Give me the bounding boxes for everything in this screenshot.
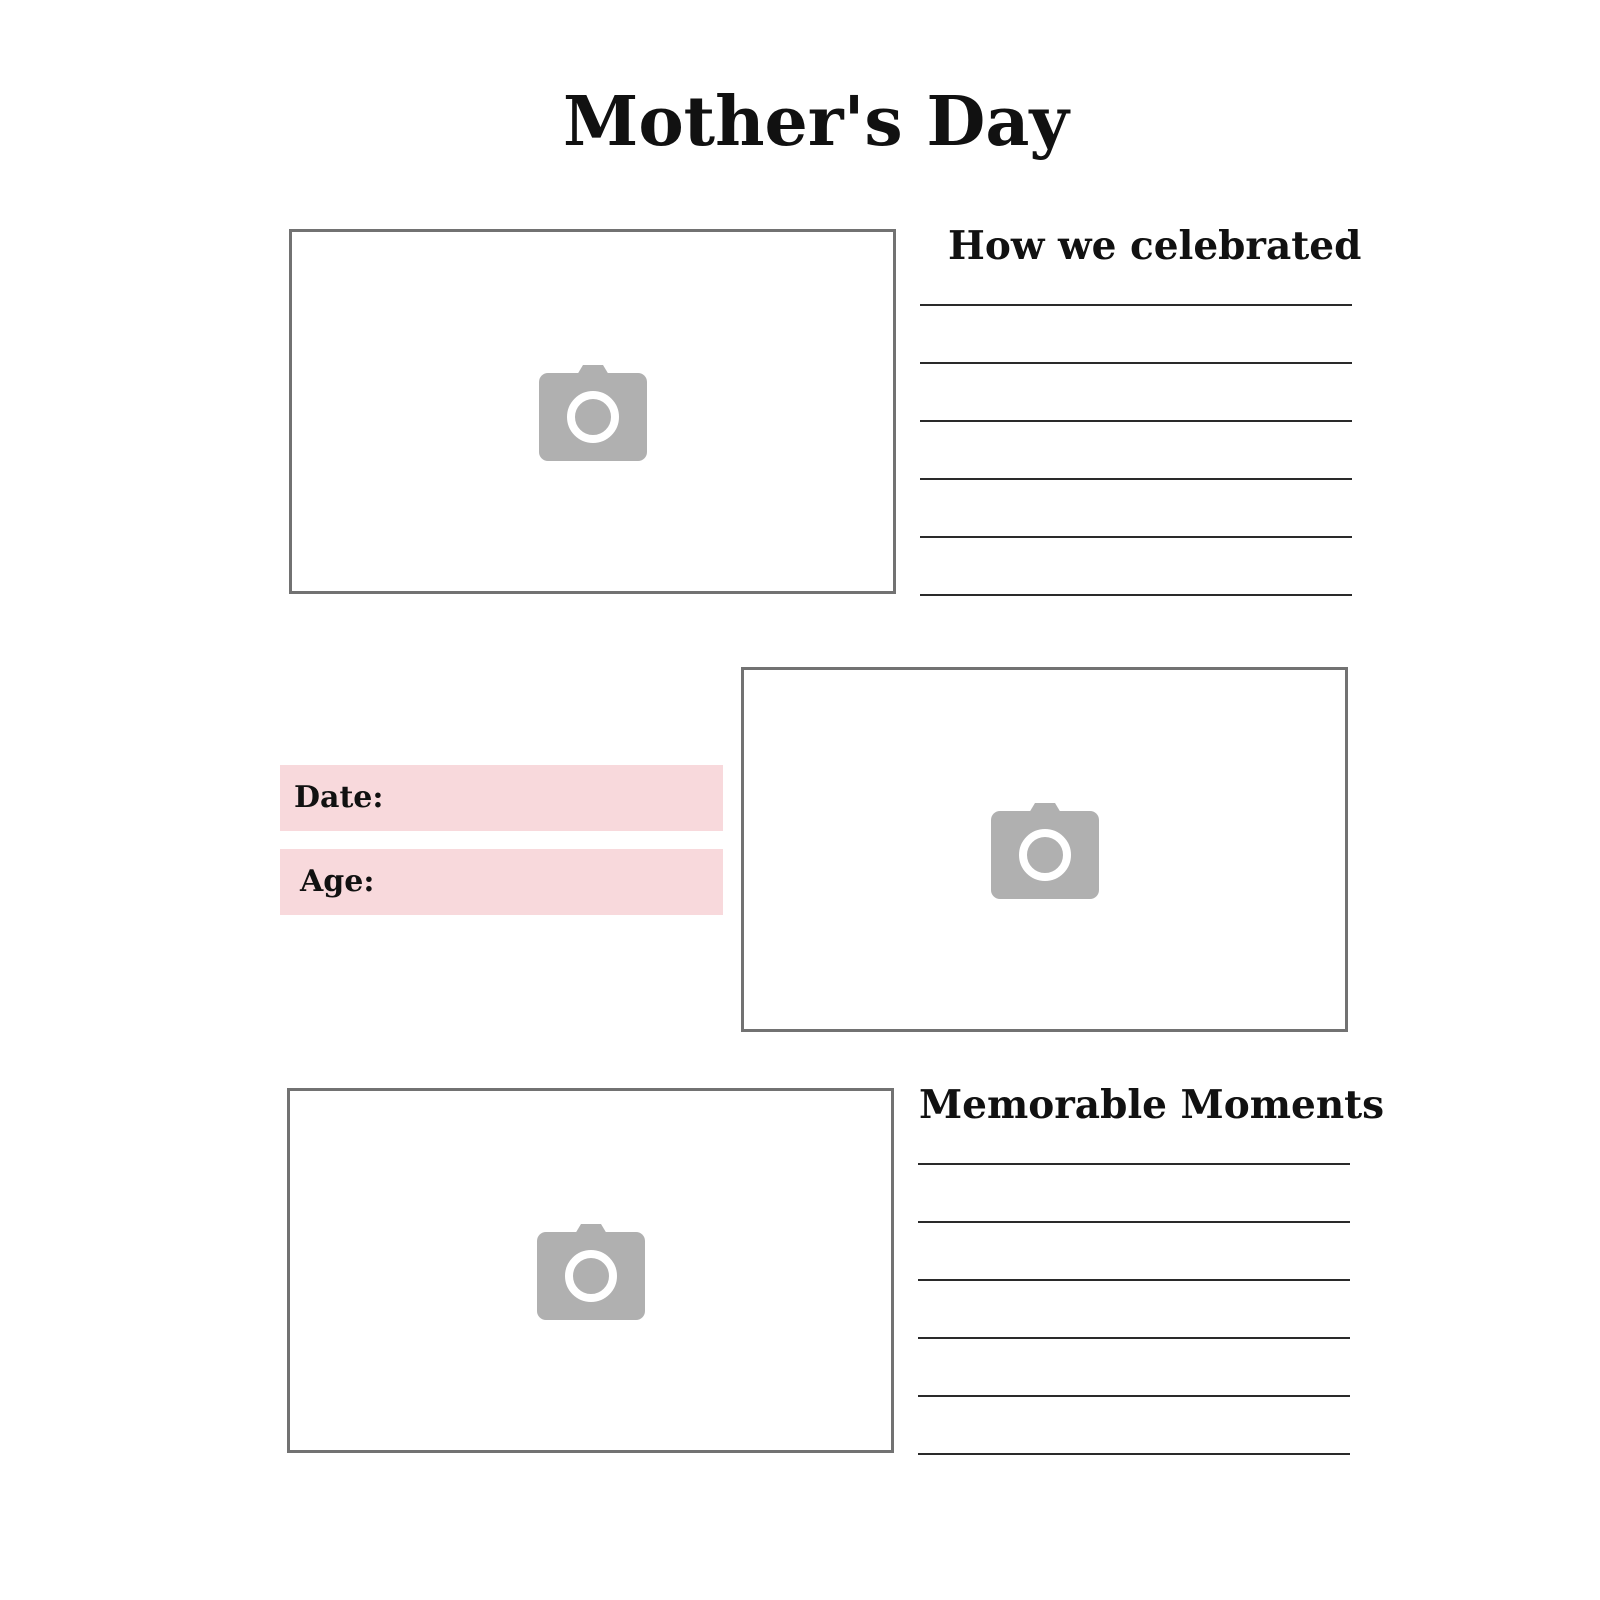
- camera-icon: [991, 801, 1099, 899]
- writing-line[interactable]: [920, 248, 1352, 306]
- writing-line[interactable]: [918, 1165, 1350, 1223]
- page-title: Mother's Day: [563, 82, 1069, 162]
- writing-line[interactable]: [920, 364, 1352, 422]
- writing-line[interactable]: [920, 422, 1352, 480]
- memorable-moments-heading: Memorable Moments: [919, 1082, 1385, 1128]
- photo-placeholder-3[interactable]: [287, 1088, 894, 1453]
- age-field[interactable]: [280, 849, 723, 915]
- writing-line[interactable]: [918, 1397, 1350, 1455]
- camera-icon: [539, 363, 647, 461]
- camera-icon: [537, 1222, 645, 1320]
- moments-writing-lines[interactable]: [918, 1107, 1350, 1455]
- age-label: Age:: [300, 864, 375, 899]
- writing-line[interactable]: [918, 1223, 1350, 1281]
- photo-placeholder-2[interactable]: [741, 667, 1348, 1032]
- date-label: Date:: [294, 780, 384, 815]
- writing-line[interactable]: [920, 306, 1352, 364]
- writing-line[interactable]: [918, 1339, 1350, 1397]
- writing-line[interactable]: [918, 1107, 1350, 1165]
- writing-line[interactable]: [920, 480, 1352, 538]
- celebrated-writing-lines[interactable]: [920, 248, 1352, 596]
- how-we-celebrated-heading: How we celebrated: [948, 223, 1362, 269]
- writing-line[interactable]: [920, 538, 1352, 596]
- date-field[interactable]: [280, 765, 723, 831]
- photo-placeholder-1[interactable]: [289, 229, 896, 594]
- writing-line[interactable]: [918, 1281, 1350, 1339]
